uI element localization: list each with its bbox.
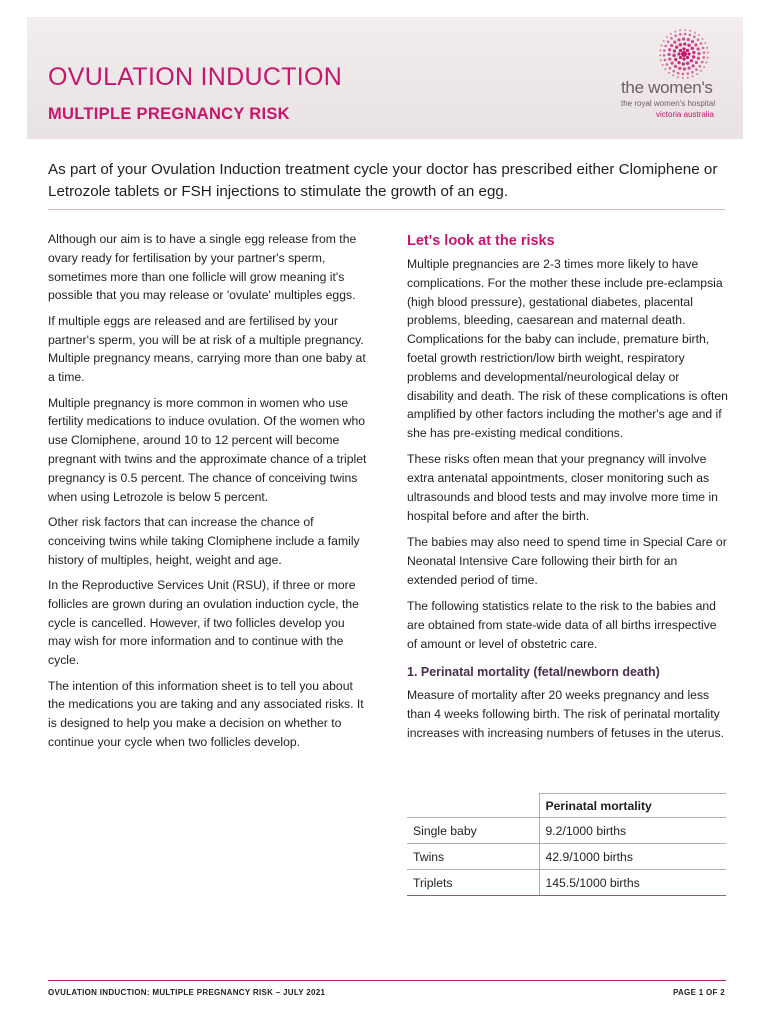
logo-dot [692, 51, 695, 54]
left-column [48, 230, 370, 758]
logo-dot [666, 63, 669, 66]
logo-dot [672, 54, 675, 57]
logo-dot [689, 34, 692, 37]
logo-dot [693, 36, 696, 39]
logo-dot [682, 62, 685, 65]
logo-dot [668, 48, 671, 51]
logo-dot [701, 61, 704, 64]
logo-dot [670, 44, 673, 47]
logo-dot [696, 73, 698, 75]
logo-dot [679, 49, 682, 52]
table-row [407, 818, 726, 844]
logo-dot [671, 62, 674, 65]
logo-dot [663, 54, 666, 57]
logo-dot [664, 45, 667, 48]
logo-dot [672, 70, 675, 73]
logo-dot [670, 33, 672, 35]
sunburst-logo-icon [658, 28, 710, 80]
logo-dot [663, 49, 666, 52]
logo-dot [679, 29, 681, 31]
logo-core [681, 51, 687, 57]
logo-dot [683, 42, 686, 45]
logo-dot [682, 73, 685, 76]
logo-dot [678, 67, 681, 70]
divider [48, 209, 725, 210]
table-cell-value: 9.2/1000 births [539, 818, 726, 844]
logo-dot [674, 58, 677, 61]
logo-dot [664, 59, 667, 62]
logo-dot [691, 40, 694, 43]
page-number: PAGE 1 OF 2 [672, 988, 725, 997]
logo-dot [694, 32, 696, 34]
logo-dot [684, 29, 686, 31]
paragraph: In the Reproductive Services Unit (RSU), if three or more follicles are grown during an ovulation induction cycle, the cycle is cancelled. However, if two follicles develop you may wish for more information and to continue with the cycle. [48, 577, 359, 668]
logo-dot [695, 61, 698, 64]
right-column [407, 230, 729, 750]
logo-dot [687, 44, 690, 47]
logo-dot [682, 47, 685, 50]
table-header: Perinatal mortality [539, 794, 726, 818]
logo-dot [668, 57, 671, 60]
section-heading: Let's look at the risks [407, 233, 555, 249]
logo-dot [686, 56, 689, 59]
perinatal-mortality-table [407, 793, 726, 896]
logo-dot [703, 66, 705, 68]
logo-dot [675, 45, 678, 48]
paragraph: Measure of mortality after 20 weeks pregnancy and less than 4 weeks following birth. The risk of perinatal mortality increases with increasing numbers of fetuses in the uterus. [407, 688, 725, 740]
page-title: OVULATION INDUCTION [48, 63, 343, 91]
logo-dot [663, 40, 665, 42]
logo-dot [699, 65, 702, 68]
logo-dot [677, 52, 680, 55]
logo-dot [674, 35, 677, 38]
table-cell-label: Twins [407, 844, 539, 870]
hospital-logo [618, 28, 728, 123]
logo-dot [686, 72, 689, 75]
logo-dot [672, 74, 674, 76]
table-cell-label: Triplets [407, 870, 539, 896]
logo-dot [668, 72, 670, 74]
sub-heading: 1. Perinatal mortality (fetal/newborn death) [407, 665, 660, 680]
logo-dot [706, 47, 708, 49]
logo-dot [677, 72, 680, 75]
logo-hospital-name: the royal women's hospital [621, 99, 716, 108]
logo-dot [682, 37, 685, 40]
logo-name: the women's [621, 78, 713, 97]
logo-dot [700, 42, 703, 45]
logo-dot [700, 70, 702, 72]
logo-dot [664, 68, 666, 70]
logo-dot [707, 52, 709, 54]
logo-dot [687, 52, 690, 55]
logo-dot [670, 37, 673, 40]
logo-dot [687, 67, 690, 70]
logo-dot [689, 30, 691, 32]
paragraph: The babies may also need to spend time in Special Care or Neonatal Intensive Care following their birth for an extended period of time. [407, 535, 727, 587]
table-header-empty [407, 794, 539, 818]
paragraph: Multiple pregnancy is more common in women who use fertility medications to induce ovulation. Of the women who use Clomiphene, around 10 to 12 percent will become pregnant with twins and the approximate chance of a triplet pregnancy is 0.5 percent. The chance of conceiving twins when using Letrozole is below 5 percent. [48, 395, 367, 504]
logo-dot [679, 56, 682, 59]
logo-dot [660, 59, 662, 61]
logo-dot [659, 54, 661, 56]
table-row [407, 844, 726, 870]
footer-divider [48, 980, 726, 981]
paragraph: These risks often mean that your pregnancy will involve extra antenatal appointments, closer monitoring such as ultrasounds and blood tests and may involve more time in hospital before and after the birth. [407, 452, 718, 523]
logo-dot [674, 65, 677, 68]
table-cell-value: 42.9/1000 births [539, 844, 726, 870]
logo-dot [697, 38, 700, 41]
logo-dot [704, 42, 706, 44]
paragraph: Other risk factors that can increase the chance of conceiving twins while taking Clomiphene include a family history of multiples, height, weight and age. [48, 514, 360, 567]
logo-dot [679, 33, 682, 36]
logo-dot [677, 61, 680, 64]
logo-dot [687, 38, 690, 41]
logo-dot [702, 56, 705, 59]
logo-dot [667, 40, 670, 43]
logo-dot [662, 64, 664, 66]
logo-dot [705, 62, 707, 64]
logo-dot [702, 38, 704, 40]
logo-dot [703, 51, 706, 54]
table-cell-label: Single baby [407, 818, 539, 844]
table-header-row [407, 794, 726, 818]
logo-dot [697, 52, 700, 55]
logo-dot [691, 47, 694, 50]
footer-title: OVULATION INDUCTION: MULTIPLE PREGNANCY RISK – JULY 2021 [48, 988, 326, 997]
logo-dot [697, 57, 700, 60]
logo-dot [673, 49, 676, 52]
table-row [407, 870, 726, 896]
logo-dot [677, 38, 680, 41]
logo-dot [691, 71, 694, 74]
paragraph: The following statistics relate to the risk to the babies and are obtained from state-wide data of all births irrespective of amount or level of obstetric care. [407, 599, 717, 651]
logo-dot [695, 68, 698, 71]
paragraph: Although our aim is to have a single egg release from the ovary ready for fertilisation by your partner's sperm, sometimes more than one follicle will grow meaning it's possible that you may release or 'ovulate' multiples eggs. [48, 232, 357, 303]
logo-dot [694, 43, 697, 46]
logo-dot [692, 55, 695, 58]
logo-dot [697, 47, 700, 50]
logo-dot [684, 33, 687, 36]
logo-dot [661, 45, 663, 47]
paragraph: The intention of this information sheet is to tell you about the medications you are taking and any associated risks. It is designed to help you make a decision on whether to continue your cycle when two follicles develop. [48, 678, 364, 749]
logo-dot [698, 34, 700, 36]
logo-dot [667, 53, 670, 56]
paragraph: If multiple eggs are released and are fertilised by your partner's sperm, you will be at risk of a multiple pregnancy. Multiple pregnancy means, carrying more than one baby at a time. [48, 313, 366, 385]
logo-dot [683, 67, 686, 70]
logo-dot [686, 62, 689, 65]
logo-dot [674, 31, 676, 33]
logo-dot [702, 47, 705, 50]
logo-dot [707, 57, 709, 59]
logo-dot [669, 67, 672, 70]
page-subtitle: MULTIPLE PREGNANCY RISK [48, 105, 290, 123]
paragraph: Multiple pregnancies are 2-3 times more likely to have complications. For the mother these include pre-eclampsia (high blood pressure), gestational diabetes, placental problems, bleeding, caesarean and maternal death. Complications for the baby can include, premature birth, foetal growth restriction/low birth weight, respiratory problems and developmental/neurological delay or disability and death. The risk of these complications is often amplified by other factors including the mother's age and if she has pre-existing medical conditions. [407, 257, 728, 441]
logo-dot [692, 64, 695, 67]
logo-location: victoria australia [656, 110, 714, 119]
table-cell-value: 145.5/1000 births [539, 870, 726, 896]
logo-dot [690, 59, 693, 62]
logo-dot [659, 49, 661, 51]
logo-dot [673, 41, 676, 44]
logo-dot [682, 57, 685, 60]
logo-dot [679, 43, 682, 46]
intro-paragraph: As part of your Ovulation Induction treatment cycle your doctor has prescribed either Clomiphene or Letrozole tablets or FSH injections to stimulate the growth of an egg. [48, 161, 718, 200]
logo-dot [686, 49, 689, 52]
logo-dot [666, 36, 668, 38]
